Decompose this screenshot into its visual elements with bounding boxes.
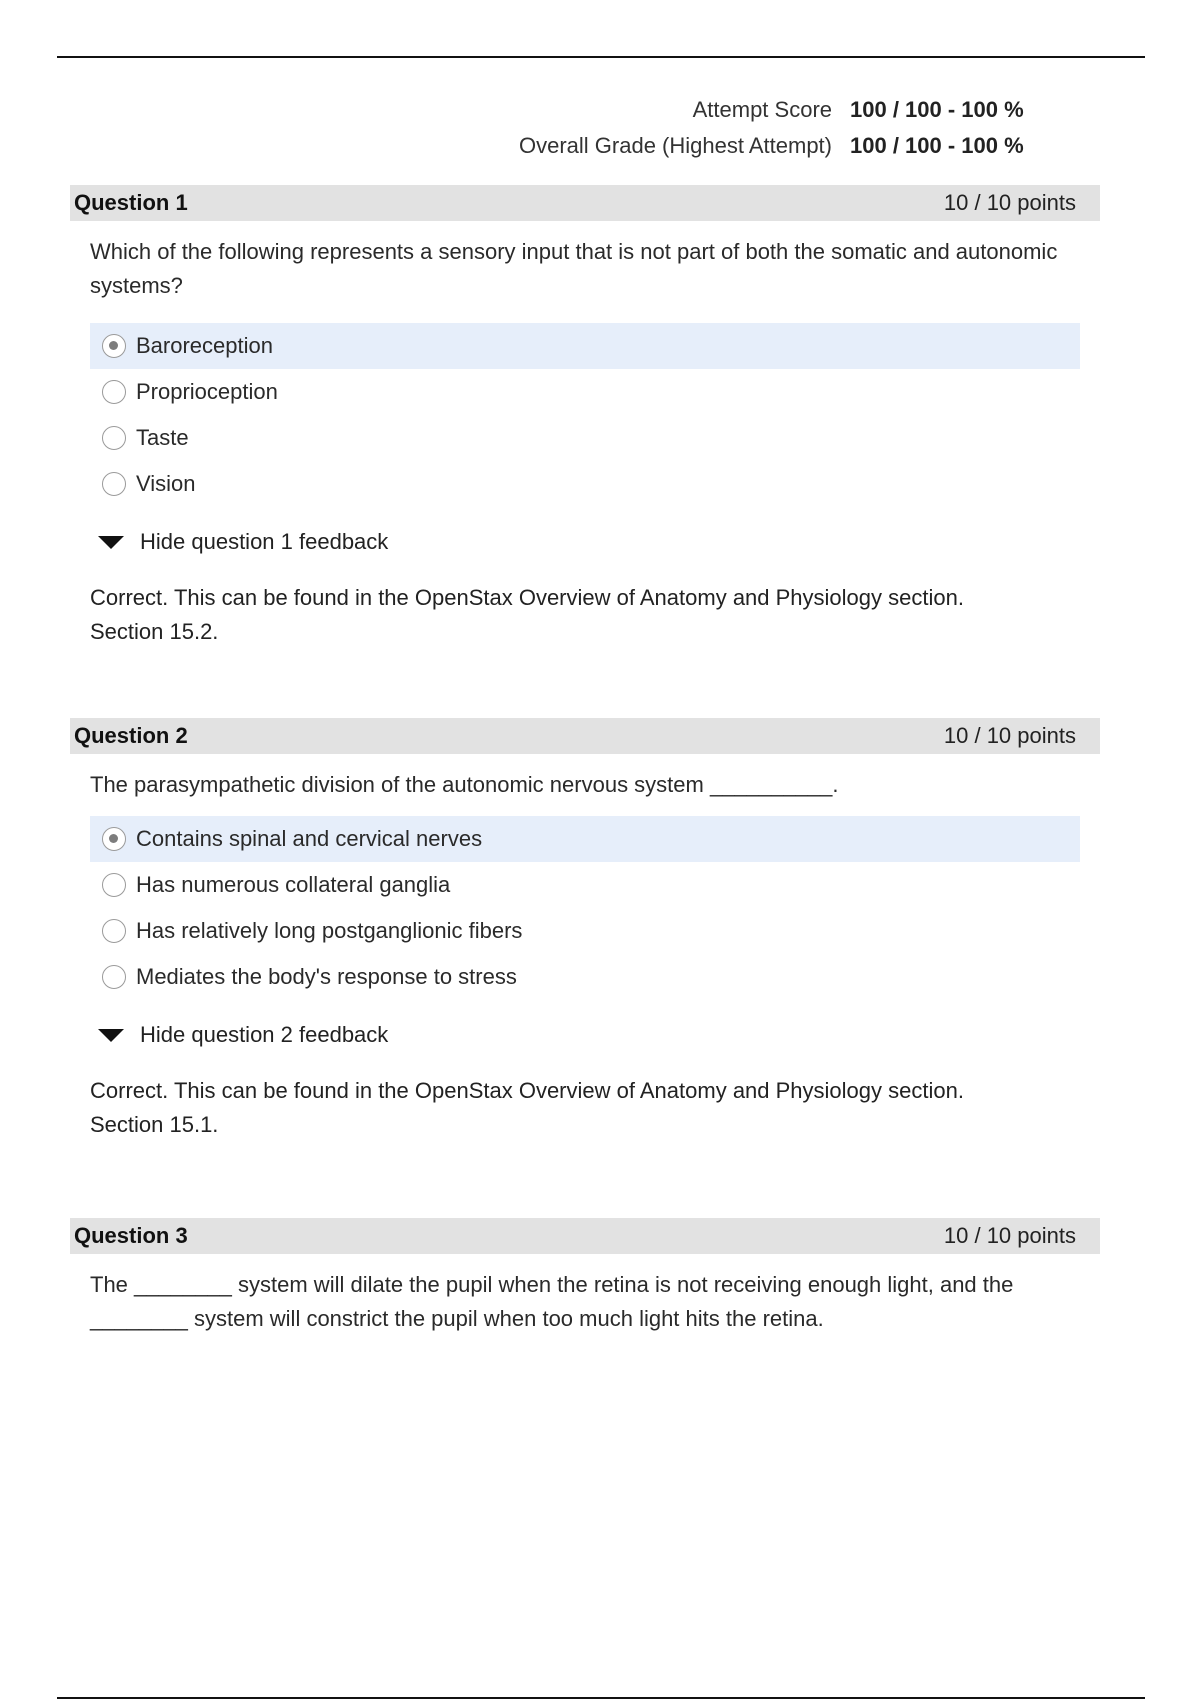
question-points: 10 / 10 points [943, 190, 1076, 215]
radio-unchecked-icon[interactable] [102, 873, 126, 897]
question-title: Question 3 [74, 1223, 188, 1248]
answer-option-label: Has relatively long postganglionic fibers [136, 918, 523, 943]
question-header [70, 718, 1100, 754]
feedback-line: Correct. This can be found in the OpenStax Overview of Anatomy and Physiology section. [90, 1078, 964, 1103]
feedback-line: Section 15.1. [90, 1112, 219, 1137]
hide-feedback-toggle[interactable] [98, 529, 1100, 555]
question-points: 10 / 10 points [943, 723, 1076, 748]
hide-feedback-toggle[interactable] [98, 1022, 1100, 1048]
radio-checked-icon[interactable] [102, 827, 126, 851]
answer-option[interactable] [90, 862, 1080, 908]
radio-unchecked-icon[interactable] [102, 965, 126, 989]
question-1 [70, 185, 1100, 649]
caret-down-icon [98, 536, 124, 549]
answer-option-label: Vision [136, 471, 196, 496]
question-title: Question 2 [74, 723, 188, 748]
answer-options [90, 816, 1080, 1000]
feedback-toggle-label: Hide question 2 feedback [140, 1022, 389, 1047]
attempt-score-value: 100 / 100 - 100 % [850, 97, 1024, 122]
answer-option[interactable] [90, 908, 1080, 954]
answer-option-label: Proprioception [136, 379, 278, 404]
feedback-text [90, 581, 1080, 649]
bottom-rule [57, 1697, 1145, 1699]
radio-unchecked-icon[interactable] [102, 472, 126, 496]
attempt-score-label: Attempt Score [692, 97, 832, 122]
answer-option-label: Contains spinal and cervical nerves [136, 826, 483, 851]
question-text: Which of the following represents a sensory input that is not part of both the somatic and autonomic systems? [90, 239, 1058, 298]
question-2 [70, 718, 1100, 1142]
answer-option[interactable] [90, 954, 1080, 1000]
answer-options [90, 323, 1080, 507]
answer-option[interactable] [90, 816, 1080, 862]
radio-unchecked-icon[interactable] [102, 426, 126, 450]
question-header [70, 185, 1100, 221]
radio-unchecked-icon[interactable] [102, 919, 126, 943]
overall-grade-row [519, 128, 1040, 164]
radio-unchecked-icon[interactable] [102, 380, 126, 404]
question-3 [70, 1218, 1100, 1336]
feedback-line: Correct. This can be found in the OpenStax Overview of Anatomy and Physiology section. [90, 585, 964, 610]
caret-down-icon [98, 1029, 124, 1042]
feedback-toggle-label: Hide question 1 feedback [140, 529, 389, 554]
overall-grade-value: 100 / 100 - 100 % [850, 133, 1024, 158]
answer-option-label: Has numerous collateral ganglia [136, 872, 451, 897]
question-text: The parasympathetic division of the autonomic nervous system __________. [90, 772, 839, 797]
radio-checked-icon[interactable] [102, 334, 126, 358]
question-title: Question 1 [74, 190, 188, 215]
question-text: The ________ system will dilate the pupil when the retina is not receiving enough light, and the ________ system will constrict the pupil when too much light hits the retina. [90, 1272, 1014, 1331]
answer-option-label: Taste [136, 425, 189, 450]
answer-option[interactable] [90, 369, 1080, 415]
answer-option-label: Mediates the body's response to stress [136, 964, 517, 989]
question-points: 10 / 10 points [943, 1223, 1076, 1248]
score-summary [519, 92, 1040, 164]
answer-option[interactable] [90, 415, 1080, 461]
answer-option[interactable] [90, 461, 1080, 507]
feedback-line: Section 15.2. [90, 619, 219, 644]
overall-grade-label: Overall Grade (Highest Attempt) [518, 133, 832, 158]
feedback-text [90, 1074, 1080, 1142]
attempt-score-row [519, 92, 1040, 128]
answer-option[interactable] [90, 323, 1080, 369]
question-header [70, 1218, 1100, 1254]
top-rule [57, 56, 1145, 58]
answer-option-label: Baroreception [136, 333, 273, 358]
